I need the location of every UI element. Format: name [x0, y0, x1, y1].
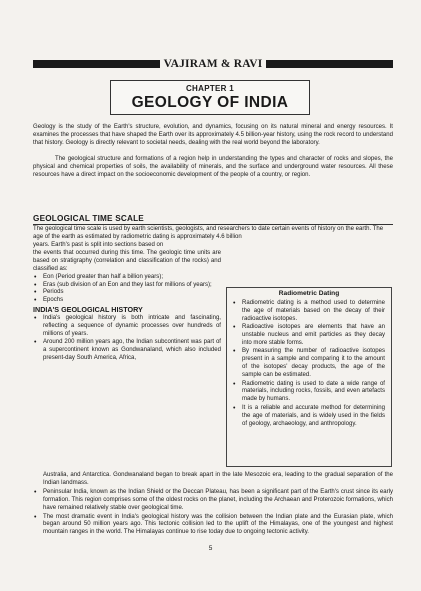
history-point-1: • India's geological history is both intricate and fascinating, reflecting a sequence of dynamic processes over hundreds of millions of years.	[33, 315, 221, 339]
history-point-4: • The most dramatic event in India's geological history was the collision between the Indian plate and the Eurasian plate, which began around 50 million years ago. This tectonic collision led to the uplift of the Himalayas, one of the youngest and highest mountain ranges in the world. The Himalayas continue to rise today due to ongoing tectonic activity.	[33, 514, 393, 538]
radiometric-point: • By measuring the number of radioactive isotopes present in a sample and comparing it to the amount of the isotopes' decay products, the age of the sample can be estimated.	[232, 348, 385, 380]
chapter-title-box	[110, 80, 310, 115]
radiometric-dating-box	[226, 287, 392, 467]
section-heading-time-scale: GEOLOGICAL TIME SCALE	[33, 214, 144, 223]
time-scale-rest: the events that occurred during this time. The geologic time units are based on stratigraphy (correlation and classification of the rocks) and classified as:	[33, 249, 221, 272]
intro-paragraph-2: The geological structure and formations of a region help in understanding the types and character of rocks and slopes, the physical and chemical properties of soils, the availability of minerals, and the surface and underground water resources. All these resources have a direct impact on the socioeconomic development of the people of a country, or region.	[33, 156, 393, 178]
unit-item: • Eon (Period greater than half a billion years);	[33, 274, 221, 282]
header-bar-right	[266, 60, 393, 68]
unit-item: • Eras (sub division of an Eon and they last for millions of years);	[33, 282, 221, 290]
header-bar-left	[33, 60, 160, 68]
section-rule	[33, 224, 393, 225]
left-column	[33, 242, 221, 363]
history-point-2-continued: Australia, and Antarctica. Gondwanaland began to break apart in the late Mesozoic era, leading to the gradual separation of the Indian landmass.	[43, 472, 393, 486]
history-point-3: • Peninsular India, known as the Indian Shield or the Deccan Plateau, has been a significant part of the Earth's crust since its early formation. This region comprises some of the oldest rocks on the planet, including the Archaean and Proterozoic formations, which have remained relatively stable over geological time.	[33, 489, 393, 513]
section-heading-history: INDIA'S GEOLOGICAL HISTORY	[33, 305, 143, 315]
time-scale-lead: The geological time scale is used by earth scientists, geologists, and researchers to date certain events of history on the earth. The age of the earth as estimated by radiometric dating is approximately 4.6 billion	[33, 226, 384, 240]
radiometric-point: • Radiometric dating is used to date a wide range of materials, including rocks, fossils, and even artefacts made by humans.	[232, 381, 385, 405]
chapter-number: CHAPTER 1	[185, 84, 235, 93]
radiometric-point: • It is a reliable and accurate method for determining the age of materials, and is widely used in the fields of geology, archaeology, and anthropology.	[232, 405, 385, 429]
radiometric-point: • Radiometric dating is a method used to determine the age of materials based on the decay of their radioactive isotopes.	[232, 300, 385, 324]
radiometric-list	[232, 300, 385, 429]
intro-paragraph-1: Geology is the study of the Earth's structure, evolution, and dynamics, focusing on its natural mineral and energy resources. It examines the processes that have shaped the Earth over its approximately 4.5 billion-year history, using the rock record to understand that history. Geology is directly relevant to societal needs, dealing with the real world beyond the laboratory.	[33, 124, 393, 146]
page-header	[33, 57, 393, 71]
chapter-title: GEOLOGY OF INDIA	[131, 94, 289, 111]
header-brand: VAJIRAM & RAVI	[163, 58, 263, 70]
unit-item: • Epochs	[33, 297, 221, 305]
page-number: 5	[208, 545, 213, 552]
time-scale-continued: years. Earth's past is split into sections based on	[33, 242, 164, 248]
radiometric-point: • Radioactive isotopes are elements that have an unstable nucleus and emit particles as they decay into more stable forms.	[232, 324, 385, 348]
unit-item: • Periods	[33, 289, 221, 297]
time-scale-intro	[33, 226, 393, 242]
history-continued-block	[33, 472, 393, 537]
radiometric-title: Radiometric Dating	[278, 290, 340, 297]
history-point-2: • Around 200 million years ago, the Indian subcontinent was part of a supercontinent known as Gondwanaland, which also included present-day South America, Africa,	[33, 339, 221, 363]
